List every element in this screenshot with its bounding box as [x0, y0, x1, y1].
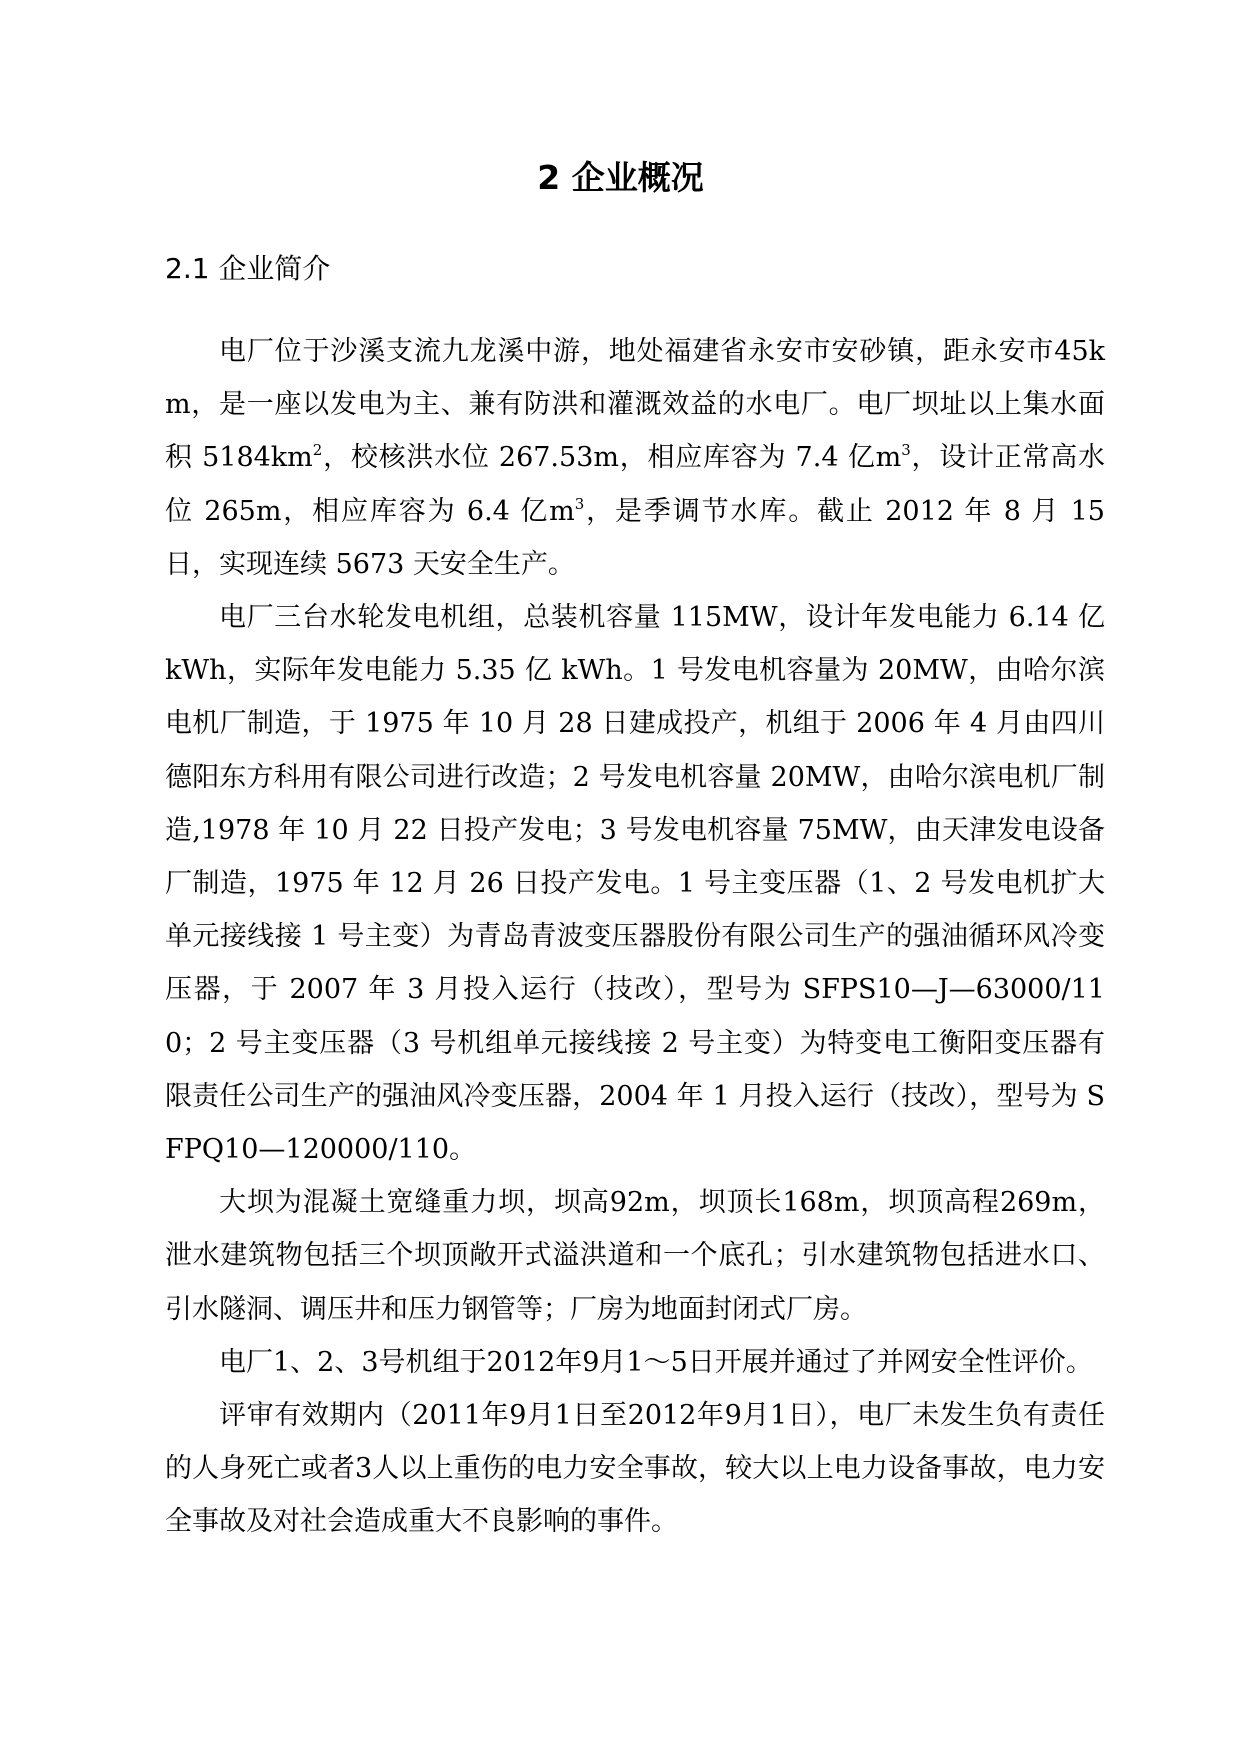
body-text	[165, 325, 1105, 1549]
paragraph-dam: 大坝为混凝土宽缝重力坝，坝高92m，坝顶长168m，坝顶高程269m，泄水建筑物包括三个坝顶敞开式溢洪道和一个底孔；引水建筑物包括进水口、引水隧洞、调压井和压力钢管等；厂房为地面封闭式厂房。	[165, 1187, 1105, 1325]
section-title: 2.1 企业简介	[165, 252, 331, 285]
superscript-cubic: 3	[901, 441, 911, 460]
paragraph-overview-part-c: ，设计正常高水位 265m，相应库容为 6.4 亿m	[165, 442, 1105, 527]
superscript-cubic: 3	[574, 494, 585, 513]
paragraph-overview-part-b: ，校核洪水位 267.53m，相应库容为 7.4 亿m	[322, 442, 902, 474]
paragraph-generators: 电厂三台水轮发电机组，总装机容量 115MW，设计年发电能力 6.14 亿 kWh，实际年发电能力 5.35 亿 kWh。1 号发电机容量为 20MW，由哈尔滨电机厂制造，于 1975 年 10 月 28 日建成投产，机组于 2006 年 4 月由四川德阳东方科用有限公司进行改造；2 号发电机容量 20MW，由哈尔滨电机厂制造,1978 年 10 月 22 日投产发电；3 号发电机容量 75MW，由天津发电设备厂制造，1975 年 12 月 26 日投产发电。1 号主变压器（1、2 号发电机扩大单元接线接 1 号主变）为青岛青波变压器股份有限公司生产的强油循环风冷变压器，于 2007 年 3 月投入运行（技改），型号为 SFPS10—J—63000/110；2 号主变压器（3 号机组单元接线接 2 号主变）为特变电工衡阳变压器有限责任公司生产的强油风冷变压器，2004 年 1 月投入运行（技改），型号为 SFPQ10—120000/110。	[165, 602, 1105, 1166]
chapter-title: 2 企业概况	[537, 158, 704, 197]
paragraph-overview-part-a: 电厂位于沙溪支流九龙溪中游，地处福建省永安市安砂镇，距永安市45km，是一座以发电为主、兼有防洪和灌溉效益的水电厂。电厂坝址以上集水面积 5184km	[165, 336, 1105, 474]
paragraph-overview-part-d: ，是季调节水库。截止 2012 年 8 月 15 日，实现连续 5673 天安全生产。	[165, 495, 1105, 580]
paragraph-safety: 评审有效期内（2011年9月1日至2012年9月1日），电厂未发生负有责任的人身死亡或者3人以上重伤的电力安全事故，较大以上电力设备事故，电力安全事故及对社会造成重大不良影响的事件。	[165, 1400, 1105, 1538]
superscript-square: 2	[312, 441, 323, 460]
paragraph-overview	[165, 325, 1105, 591]
paragraph-evaluation: 电厂1、2、3号机组于2012年9月1～5日开展并通过了并网安全性评价。	[219, 1346, 1093, 1378]
